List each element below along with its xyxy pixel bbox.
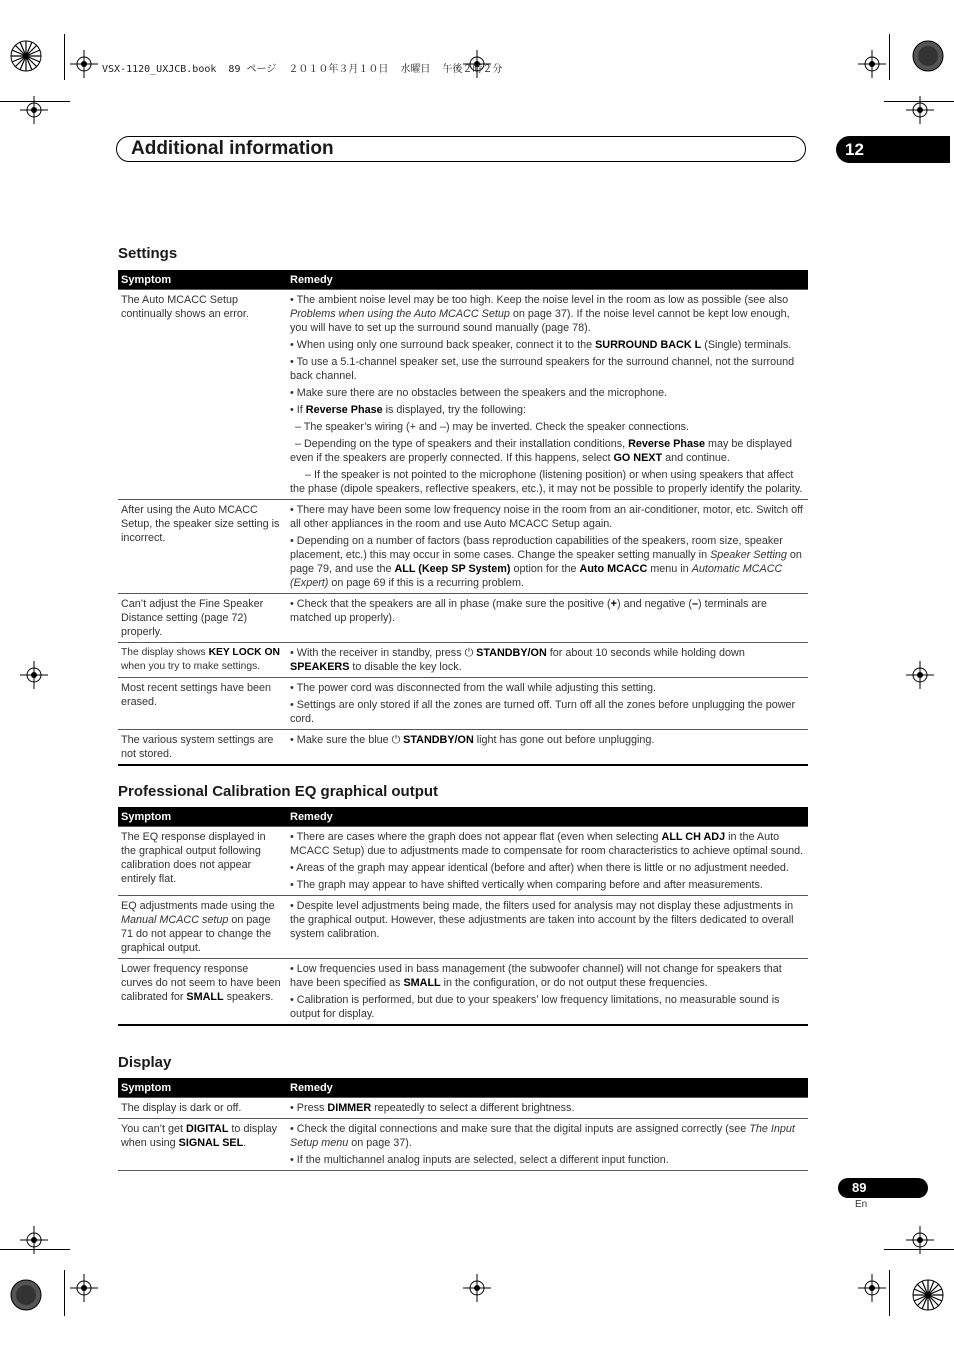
remedy-item: • Areas of the graph may appear identical (before and after) when there is little or no adjustment needed. xyxy=(290,862,789,874)
remedy-item: • Despite level adjustments being made, the filters used for analysis may not display these adjustments in the graphical output. However, these adjustments are taken into account by the filters dedicated to overall system calibration. xyxy=(290,900,794,940)
remedy-item: • Depending on a number of factors (bass reproduction capabilities of the speakers, room size, speaker placement, etc.) this may occur in some cases. Change the speaker setting manually in Speaker Setting on page 79, and use the ALL (Keep SP System) option for the Auto MCACC menu in Automatic MCACC (Expert) on page 69 if this is a recurring problem. xyxy=(290,535,802,589)
symptom-cell: The EQ response displayed in the graphical output following calibration does not appear entirely flat. xyxy=(118,827,287,896)
remedy-item: • There are cases where the graph does not appear flat (even when selecting ALL CH ADJ in the Auto MCACC Setup) due to adjustments made to compensate for room characteristics to achieve optimal sound. xyxy=(290,831,804,857)
remedy-item: • To use a 5.1-channel speaker set, use the surround speakers for the surround channel, not the surround back channel. xyxy=(290,356,795,382)
remedy-cell xyxy=(287,290,808,500)
table-header-row xyxy=(118,1078,808,1098)
remedy-cell xyxy=(287,643,808,678)
remedy-item: • Calibration is performed, but due to your speakers’ low frequency limitations, no measurable sound is output for display. xyxy=(290,994,780,1020)
remedy-cell xyxy=(287,1119,808,1171)
remedy-item: • When using only one surround back speaker, connect it to the SURROUND BACK L (Single) terminals. xyxy=(290,339,792,351)
column-header-symptom: Symptom xyxy=(118,270,287,290)
crosshair-icon xyxy=(20,661,48,689)
remedy-subitem: – If the speaker is not pointed to the microphone (listening position) or when using speakers that affect the phase (dipole speakers, reflective speakers, etc.), it may not be possible to properly identify the polarity. xyxy=(290,469,803,495)
crosshair-icon xyxy=(906,1226,934,1254)
remedy-subitem: – Depending on the type of speakers and their installation conditions, Reverse Phase may be displayed even if the speakers are properly connected. If this happens, select GO NEXT and continue. xyxy=(290,438,792,464)
symptom-cell: The display shows KEY LOCK ON when you try to make settings. xyxy=(118,643,287,678)
remedy-item: • Press DIMMER repeatedly to select a different brightness. xyxy=(290,1102,575,1114)
remedy-cell xyxy=(287,500,808,594)
remedy-cell xyxy=(287,594,808,643)
table-row xyxy=(118,500,808,594)
symptom-cell: You can’t get DIGITAL to display when using SIGNAL SEL. xyxy=(118,1119,287,1171)
page-number: 89 xyxy=(838,1178,928,1198)
section-title-calibration: Professional Calibration EQ graphical output xyxy=(118,783,439,800)
table-row xyxy=(118,643,808,678)
remedy-item: • Check that the speakers are all in phase (make sure the positive (+) and negative (–) terminals are matched up properly). xyxy=(290,598,768,624)
registration-circle-icon xyxy=(8,1277,44,1313)
page-title: Additional information xyxy=(131,138,334,159)
remedy-item: • Make sure the blue ⏻ STANDBY/ON light has gone out before unplugging. xyxy=(290,734,655,746)
table-row xyxy=(118,827,808,896)
settings-table xyxy=(118,270,808,766)
power-icon: ⏻ xyxy=(464,647,474,659)
remedy-item: • The graph may appear to have shifted vertically when comparing before and after measurements. xyxy=(290,879,763,891)
table-row xyxy=(118,959,808,1026)
language-code: En xyxy=(855,1199,868,1210)
registration-circle-icon xyxy=(910,1277,946,1313)
crosshair-icon xyxy=(858,1274,886,1302)
remedy-subitem: – The speaker’s wiring (+ and –) may be inverted. Check the speaker connections. xyxy=(295,421,690,433)
crosshair-icon xyxy=(70,1274,98,1302)
registration-circle-icon xyxy=(910,38,946,74)
registration-circle-icon xyxy=(8,38,44,74)
table-row xyxy=(118,290,808,500)
remedy-item: • The ambient noise level may be too high. Keep the noise level in the room as low as possible (see also Problems when using the Auto MCACC Setup on page 37). If the noise level cannot be kept low enough, you will have to set up the surround sound manually (page 78). xyxy=(290,294,790,334)
column-header-symptom: Symptom xyxy=(118,807,287,827)
remedy-item: • The power cord was disconnected from the wall while adjusting this setting. xyxy=(290,682,657,694)
symptom-cell: Most recent settings have been erased. xyxy=(118,678,287,730)
symptom-cell: After using the Auto MCACC Setup, the speaker size setting is incorrect. xyxy=(118,500,287,594)
remedy-cell xyxy=(287,896,808,959)
remedy-item: • Low frequencies used in bass management (the subwoofer channel) will not change for speakers that have been specified as SMALL in the configuration, or do not output these frequencies. xyxy=(290,963,782,989)
crosshair-icon xyxy=(906,661,934,689)
remedy-item: • There may have been some low frequency noise in the room from an air-conditioner, motor, etc. Switch off all other appliances in the room and use Auto MCACC Setup again. xyxy=(290,504,803,530)
table-row xyxy=(118,896,808,959)
column-header-symptom: Symptom xyxy=(118,1078,287,1098)
crosshair-icon xyxy=(906,96,934,124)
column-header-remedy: Remedy xyxy=(287,1078,808,1098)
symptom-cell: Lower frequency response curves do not seem to have been calibrated for SMALL speakers. xyxy=(118,959,287,1026)
power-icon: ⏻ xyxy=(391,734,401,746)
table-row xyxy=(118,1098,808,1119)
remedy-item: • With the receiver in standby, press ⏻ STANDBY/ON for about 10 seconds while holding down SPEAKERS to disable the key lock. xyxy=(290,647,745,673)
symptom-cell: The various system settings are not stored. xyxy=(118,730,287,766)
symptom-cell: The display is dark or off. xyxy=(118,1098,287,1119)
remedy-cell xyxy=(287,730,808,766)
remedy-item: • Settings are only stored if all the zones are turned off. Turn off all the zones before unplugging the power cord. xyxy=(290,699,796,725)
table-header-row xyxy=(118,270,808,290)
crosshair-icon xyxy=(70,50,98,78)
symptom-cell: Can’t adjust the Fine Speaker Distance setting (page 72) properly. xyxy=(118,594,287,643)
crosshair-icon xyxy=(20,96,48,124)
section-title-display: Display xyxy=(118,1054,172,1071)
remedy-cell xyxy=(287,678,808,730)
column-header-remedy: Remedy xyxy=(287,807,808,827)
table-row xyxy=(118,1119,808,1171)
table-row xyxy=(118,594,808,643)
print-slug: VSX-1120_UXJCB.book 89 ページ ２０１０年３月１０日 水曜日 午後２時２分 xyxy=(102,64,503,75)
symptom-cell: The Auto MCACC Setup continually shows an error. xyxy=(118,290,287,500)
crosshair-icon xyxy=(20,1226,48,1254)
chapter-tab: 12 xyxy=(836,136,950,163)
remedy-cell xyxy=(287,1098,808,1119)
table-row xyxy=(118,730,808,766)
calibration-table xyxy=(118,807,808,1026)
remedy-cell xyxy=(287,959,808,1026)
remedy-item: • If Reverse Phase is displayed, try the following: xyxy=(290,404,527,416)
symptom-cell: EQ adjustments made using the Manual MCACC setup on page 71 do not appear to change the graphical output. xyxy=(118,896,287,959)
crosshair-icon xyxy=(463,1274,491,1302)
table-header-row xyxy=(118,807,808,827)
display-table xyxy=(118,1078,808,1171)
crosshair-icon xyxy=(858,50,886,78)
table-row xyxy=(118,678,808,730)
remedy-cell xyxy=(287,827,808,896)
remedy-item: • Check the digital connections and make sure that the digital inputs are assigned correctly (see The Input Setup menu on page 37). xyxy=(290,1123,795,1149)
column-header-remedy: Remedy xyxy=(287,270,808,290)
remedy-item: • If the multichannel analog inputs are selected, select a different input function. xyxy=(290,1154,669,1166)
remedy-item: • Make sure there are no obstacles between the speakers and the microphone. xyxy=(290,387,668,399)
section-title-settings: Settings xyxy=(118,245,178,262)
